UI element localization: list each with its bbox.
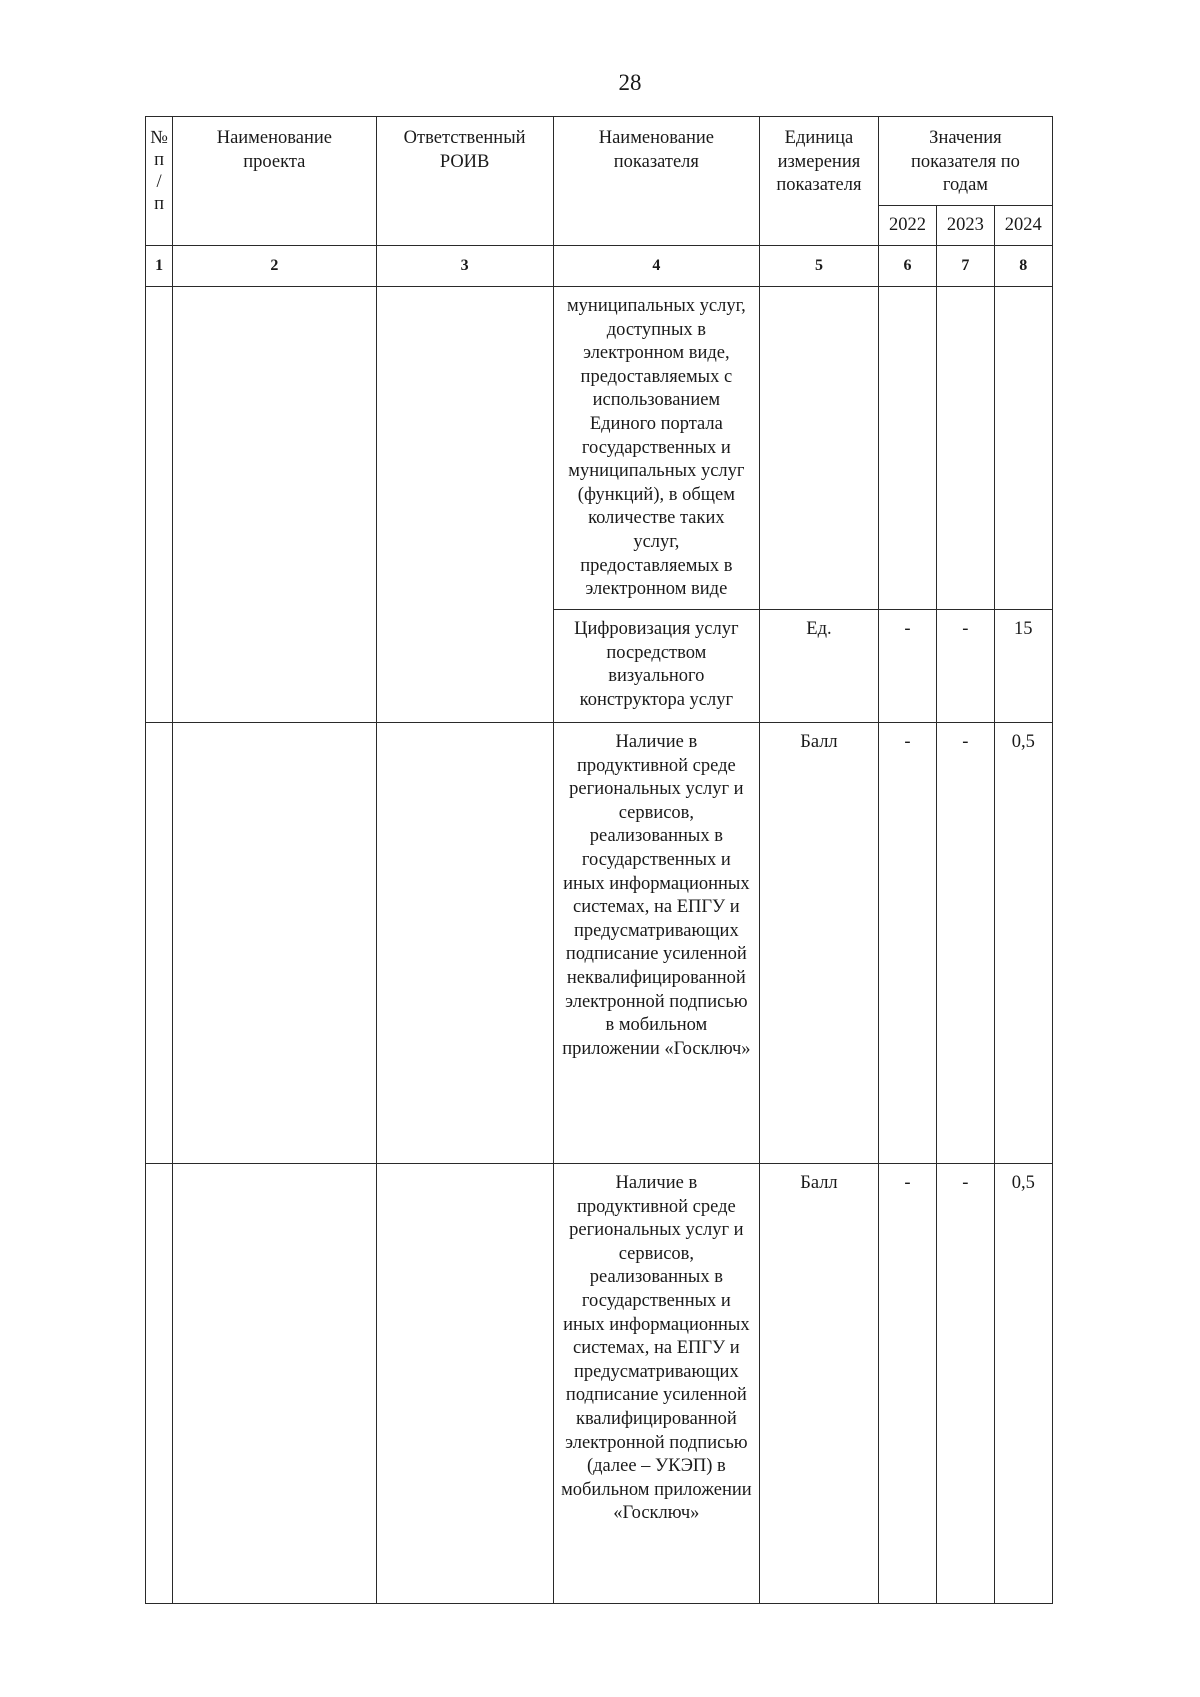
year-2022: 2022 (878, 206, 936, 246)
header-unit: Единица измерения показателя (760, 117, 879, 246)
unit-cell (760, 287, 879, 610)
column-number: 6 (878, 246, 936, 287)
value-2024-cell (994, 287, 1052, 610)
column-number: 1 (146, 246, 173, 287)
project-name-cell (173, 287, 376, 723)
unit-cell: Балл (760, 1164, 879, 1604)
value-2024-cell: 0,5 (994, 723, 1052, 1164)
column-number: 2 (173, 246, 376, 287)
table-row (146, 723, 1053, 1164)
table-row (146, 287, 1053, 610)
column-number: 4 (553, 246, 759, 287)
header-responsible: Ответственный РОИВ (376, 117, 553, 246)
header-number: № п / п (146, 117, 173, 246)
value-2023-cell: - (937, 723, 994, 1164)
page-number: 28 (618, 70, 642, 95)
value-2024-cell: 0,5 (994, 1164, 1052, 1604)
value-2023-cell: - (937, 1164, 994, 1604)
header-row (146, 117, 1053, 206)
column-number: 7 (937, 246, 994, 287)
responsible-cell (376, 287, 553, 723)
value-2022-cell: - (878, 610, 936, 723)
table-row (146, 1164, 1053, 1604)
column-number: 5 (760, 246, 879, 287)
value-2023-cell: - (937, 610, 994, 723)
responsible-cell (376, 723, 553, 1164)
project-name-cell (173, 723, 376, 1164)
value-2023-cell (937, 287, 994, 610)
indicator-cell: Наличие в продуктивной среде региональных услуг и сервисов, реализованных в государственных и иных информационных системах, на ЕПГУ и предусматривающих подписание усиленной квалифицированной электронной подписью (далее – УКЭП) в мобильном приложении «Госключ» (553, 1164, 759, 1604)
row-number-cell (146, 287, 173, 723)
responsible-cell (376, 1164, 553, 1604)
header-values-by-year: Значения показателя по годам (878, 117, 1052, 206)
column-numbers-row (146, 246, 1053, 287)
indicator-cell: Наличие в продуктивной среде региональных услуг и сервисов, реализованных в государственных и иных информационных системах, на ЕПГУ и предусматривающих подписание усиленной неквалифицированной электронной подписью в мобильном приложении «Госключ» (553, 723, 759, 1164)
year-2024: 2024 (994, 206, 1052, 246)
unit-cell: Ед. (760, 610, 879, 723)
column-number: 3 (376, 246, 553, 287)
row-number-cell (146, 723, 173, 1164)
value-2022-cell: - (878, 1164, 936, 1604)
year-2023: 2023 (937, 206, 994, 246)
value-2024-cell: 15 (994, 610, 1052, 723)
project-name-cell (173, 1164, 376, 1604)
indicators-table (145, 116, 1053, 1604)
indicator-cell: муниципальных услуг, доступных в электронном виде, предоставляемых с использованием Единого портала государственных и муниципальных услуг (функций), в общем количестве таких услуг, предоставляемых в электронном виде (553, 287, 759, 610)
unit-cell: Балл (760, 723, 879, 1164)
value-2022-cell (878, 287, 936, 610)
header-project-name: Наименование проекта (173, 117, 376, 246)
indicator-cell: Цифровизация услуг посредством визуального конструктора услуг (553, 610, 759, 723)
row-number-cell (146, 1164, 173, 1604)
value-2022-cell: - (878, 723, 936, 1164)
header-indicator-name: Наименование показателя (553, 117, 759, 246)
column-number: 8 (994, 246, 1052, 287)
